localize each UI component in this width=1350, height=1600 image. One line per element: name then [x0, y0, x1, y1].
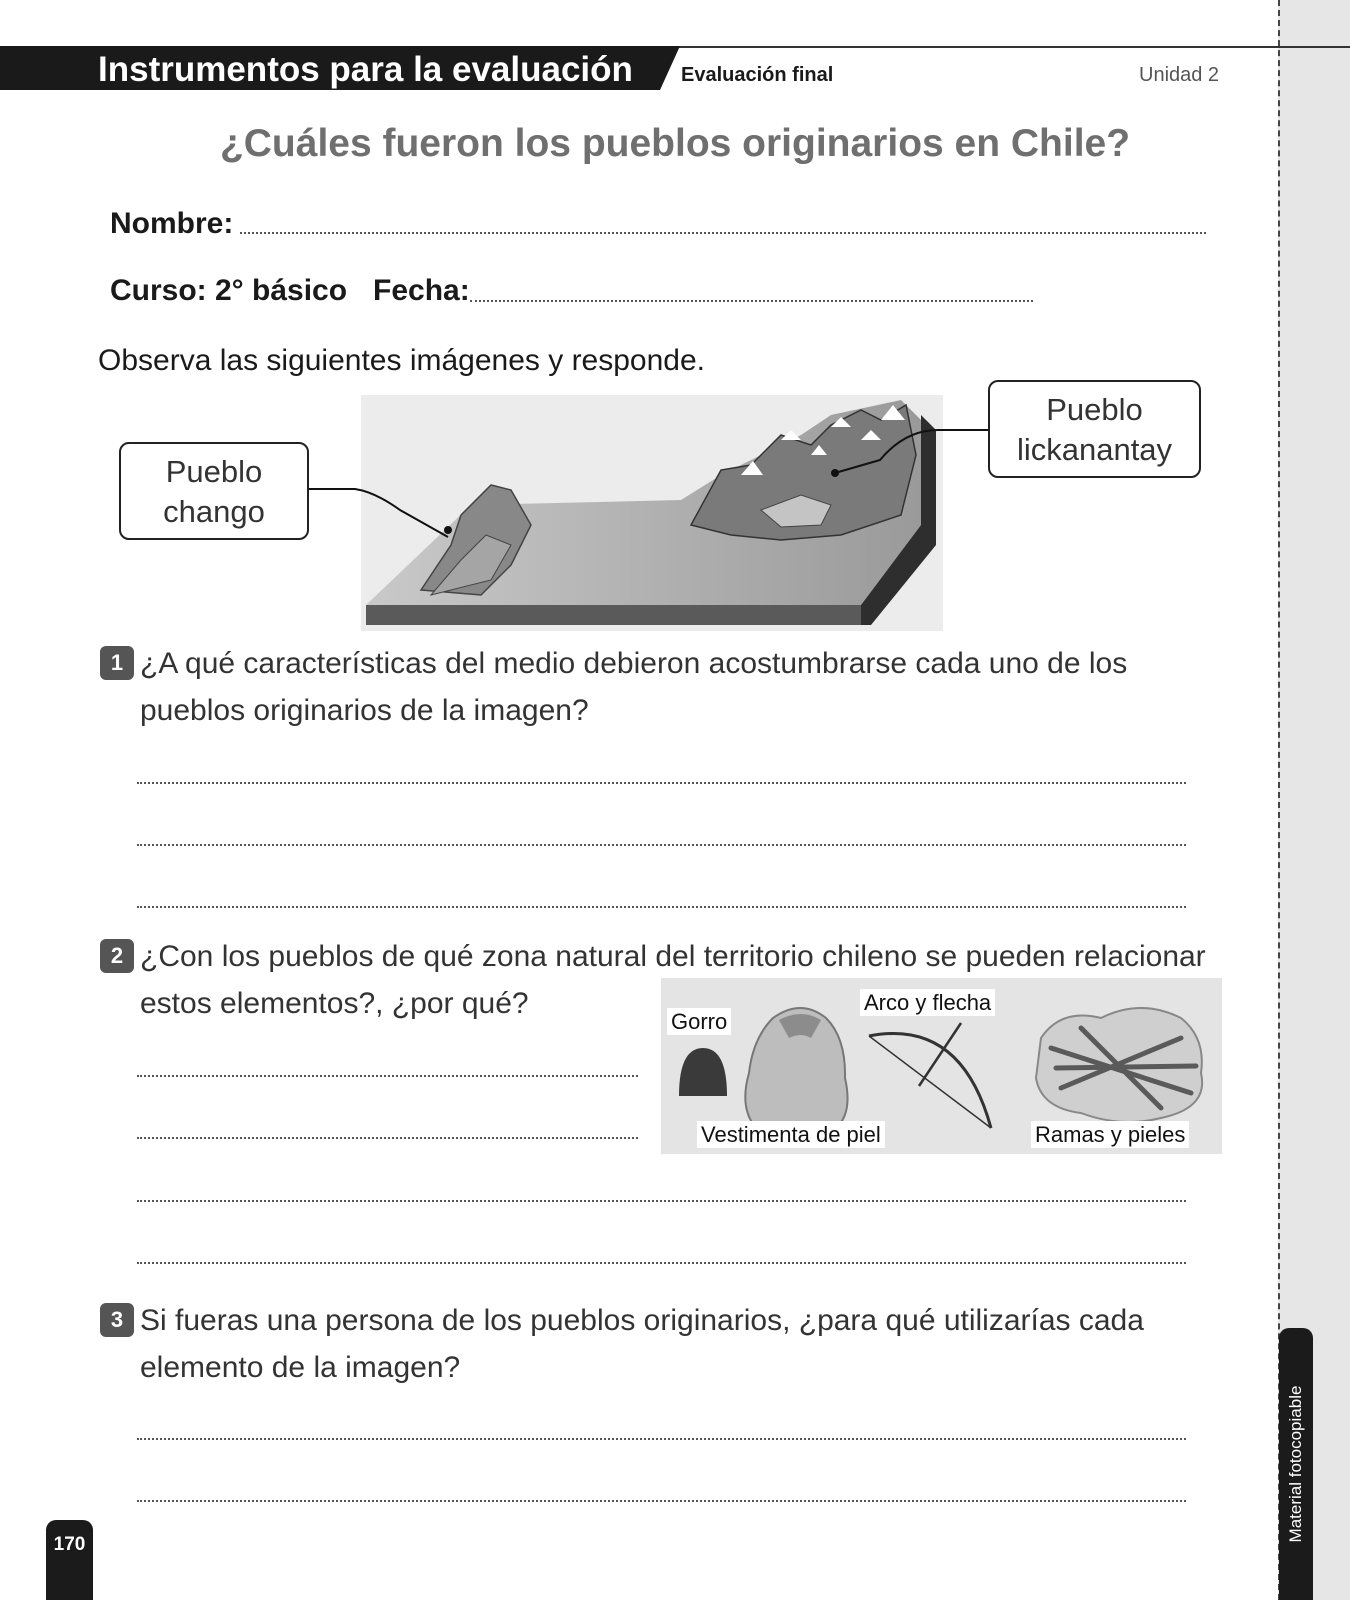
- answer-2-line-3[interactable]: [137, 1200, 1186, 1202]
- side-label: Material fotocopiable: [1286, 1385, 1305, 1543]
- date-label: Fecha:: [373, 274, 470, 307]
- header-title: Instrumentos para la evaluación: [98, 50, 633, 89]
- callout-connectors: [0, 0, 1350, 700]
- answer-3-line-1[interactable]: [137, 1438, 1186, 1440]
- question-1-number: 1: [100, 646, 134, 680]
- page-title: ¿Cuáles fueron los pueblos originarios en Chile?: [219, 122, 1131, 165]
- callout-right-line1: Pueblo: [1046, 392, 1143, 427]
- question-2-line2: estos elementos?, ¿por qué?: [140, 987, 529, 1020]
- unit-label: Unidad 2: [1139, 64, 1220, 86]
- course-label: Curso: 2° básico: [110, 274, 348, 307]
- question-1-text: [140, 640, 1127, 734]
- answer-2-line-4[interactable]: [137, 1262, 1186, 1264]
- answer-1-line-2[interactable]: [137, 844, 1186, 846]
- question-3-number: 3: [100, 1303, 134, 1337]
- side-tab: [1279, 1328, 1313, 1600]
- answer-2-line-1[interactable]: [137, 1075, 638, 1077]
- question-2-line1: ¿Con los pueblos de qué zona natural del territorio chileno se pueden relacionar: [140, 940, 1206, 973]
- answer-3-line-2[interactable]: [137, 1500, 1186, 1502]
- name-label: Nombre:: [110, 207, 234, 240]
- label-ramas-y-pieles: Ramas y pieles: [1031, 1121, 1189, 1148]
- answer-2-line-2[interactable]: [137, 1137, 638, 1139]
- label-arco-y-flecha: Arco y flecha: [860, 989, 995, 1016]
- callout-pueblo-chango: [119, 442, 309, 540]
- label-gorro: Gorro: [667, 1008, 731, 1035]
- question-2-number: 2: [100, 939, 134, 973]
- callout-left-line1: Pueblo: [165, 454, 263, 489]
- answer-1-line-1[interactable]: [137, 782, 1186, 784]
- instruction: Observa las siguientes imágenes y responde.: [98, 344, 706, 377]
- question-3-line1: Si fueras una persona de los pueblos originarios, ¿para qué utilizarías cada: [140, 1304, 1144, 1337]
- gorro-icon: [679, 1048, 727, 1096]
- answer-1-line-3[interactable]: [137, 906, 1186, 908]
- question-3-line2: elemento de la imagen?: [140, 1351, 461, 1384]
- items-illustration: [661, 978, 1222, 1154]
- callout-left-line2: chango: [163, 494, 265, 529]
- callout-right-line2: lickanantay: [1016, 432, 1173, 467]
- question-1-line2: pueblos originarios de la imagen?: [140, 694, 589, 727]
- callout-pueblo-lickanantay: [988, 380, 1201, 478]
- question-1-line1: ¿A qué características del medio debieron acostumbrarse cada uno de los: [140, 647, 1128, 680]
- page-number: 170: [46, 1520, 93, 1600]
- header-subtitle: Evaluación final: [681, 64, 834, 86]
- question-3-text: [140, 1297, 1144, 1391]
- label-vestimenta-de-piel: Vestimenta de piel: [697, 1121, 885, 1148]
- arrow-icon: [919, 1023, 961, 1086]
